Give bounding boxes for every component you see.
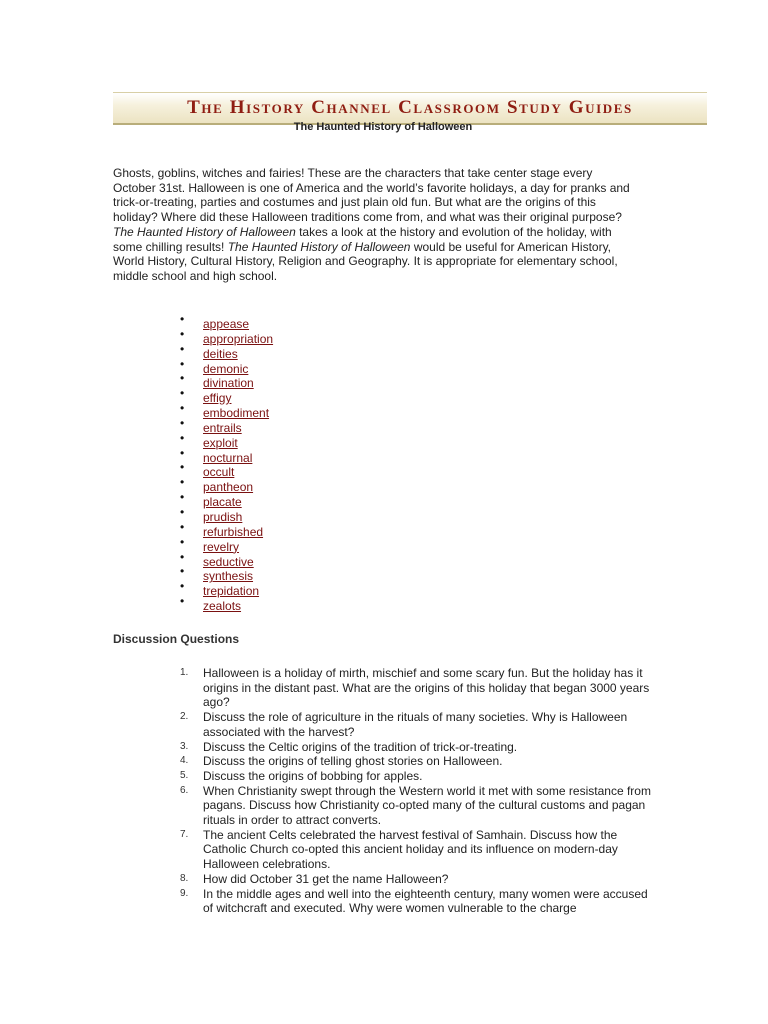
intro-title-2: The Haunted History of Halloween: [227, 239, 411, 254]
question-number: 4.: [180, 755, 189, 767]
vocab-item: [180, 445, 273, 466]
vocab-link[interactable]: entrails: [203, 420, 242, 435]
question-item: [180, 784, 655, 828]
bullet-icon: •: [180, 430, 185, 445]
vocab-link[interactable]: seductive: [203, 554, 254, 569]
vocab-link[interactable]: nocturnal: [203, 450, 253, 465]
vocab-item: [180, 341, 273, 362]
bullet-icon: •: [180, 415, 185, 430]
bullet-icon: •: [180, 326, 185, 341]
question-number: 2.: [180, 711, 189, 723]
vocab-item: [180, 534, 273, 555]
bullet-icon: •: [180, 460, 185, 475]
vocab-item: [180, 519, 273, 540]
bullet-icon: •: [180, 564, 185, 579]
vocab-item: [180, 371, 273, 391]
question-text: Discuss the origins of telling ghost stories on Halloween.: [203, 754, 503, 769]
vocab-item: [180, 415, 273, 436]
vocab-link[interactable]: trepidation: [203, 584, 260, 599]
vocab-link[interactable]: appease: [203, 317, 250, 331]
question-text: Discuss the role of agriculture in the rituals of many societies. Why is Halloween associated with the harvest?: [203, 710, 628, 739]
vocab-link[interactable]: placate: [203, 495, 242, 510]
question-number: 3.: [180, 740, 189, 752]
question-text: Discuss the Celtic origins of the tradition of trick-or-treating.: [203, 739, 518, 754]
bullet-icon: •: [180, 519, 185, 534]
vocab-item: [180, 549, 273, 570]
vocab-link[interactable]: pantheon: [203, 480, 254, 495]
intro-text-1: Ghosts, goblins, witches and fairies! These are the characters that take center stage every October 31st. Halloween is one of America and the world’s favorite holidays, a day for pranks and trick-or-treating, parties and costumes and just plain old fun. But what are the origins of this holiday? Where did these Halloween traditions come from, and what was their original purpose?: [113, 166, 630, 225]
vocab-link[interactable]: exploit: [203, 435, 238, 450]
bullet-icon: •: [180, 312, 185, 326]
question-text: How did October 31 get the name Halloween?: [203, 871, 449, 886]
vocab-item: [180, 326, 274, 347]
bullet-icon: •: [180, 356, 185, 371]
question-number: 7.: [180, 828, 189, 840]
question-item: [180, 710, 655, 739]
bullet-icon: •: [180, 401, 185, 416]
question-text: The ancient Celts celebrated the harvest festival of Samhain. Discuss how the Catholic Church co-opted this ancient holiday and its influence on modern-day Halloween celebrations.: [203, 827, 618, 872]
vocab-item: [180, 356, 273, 377]
question-number: 5.: [180, 769, 189, 781]
intro-text-3: would be useful for American History, World History, Cultural History, Religion and Geography. It is appropriate for elementary school, middle school and high school.: [113, 239, 618, 283]
question-item: [180, 887, 655, 916]
bullet-icon: •: [180, 445, 185, 460]
vocab-item: [180, 490, 273, 510]
vocab-link[interactable]: revelry: [203, 539, 240, 554]
vocab-link[interactable]: demonic: [203, 361, 249, 376]
question-number: 9.: [180, 887, 189, 899]
vocab-link[interactable]: zealots: [203, 599, 242, 614]
intro-text-2: takes a look at the history and evolution of the holiday, with some chilling results!: [113, 224, 612, 254]
bullet-icon: •: [180, 490, 185, 505]
bullet-icon: •: [180, 579, 185, 594]
bullet-icon: •: [180, 549, 185, 564]
vocab-item: [180, 460, 273, 480]
bullet-icon: •: [180, 594, 185, 609]
vocab-item: [180, 386, 273, 406]
vocab-item: [180, 475, 273, 495]
vocab-link[interactable]: synthesis: [203, 569, 254, 584]
vocab-link[interactable]: refurbished: [203, 524, 264, 539]
intro-title-1: The Haunted History of Halloween: [113, 224, 296, 239]
question-item: [180, 769, 655, 784]
vocab-item: [180, 312, 273, 332]
vocab-link[interactable]: prudish: [203, 509, 243, 524]
vocabulary-list: [180, 312, 274, 614]
question-item: [180, 666, 655, 710]
question-item: [180, 872, 655, 887]
question-number: 1.: [180, 667, 189, 678]
vocab-link[interactable]: appropriation: [203, 331, 274, 346]
discussion-heading: Discussion Questions: [113, 632, 240, 646]
bullet-icon: •: [180, 341, 185, 356]
question-text: Discuss the origins of bobbing for apples.: [203, 768, 423, 783]
question-item: [180, 754, 655, 769]
vocab-link[interactable]: divination: [203, 376, 254, 391]
vocab-link[interactable]: embodiment: [203, 406, 270, 421]
question-item: [180, 828, 655, 872]
vocab-link[interactable]: deities: [203, 346, 238, 361]
question-text: In the middle ages and well into the eighteenth century, many women were accused of witchcraft and executed. Why were women vulnerable to the charge: [203, 886, 648, 916]
bullet-icon: •: [180, 386, 185, 401]
question-item: [180, 740, 655, 755]
vocab-item: [180, 594, 273, 614]
bullet-icon: •: [180, 534, 185, 549]
vocab-link[interactable]: occult: [203, 465, 235, 480]
vocab-item: [180, 430, 273, 451]
bullet-icon: •: [180, 504, 185, 519]
vocab-item: [180, 579, 273, 599]
bullet-icon: •: [180, 371, 185, 386]
question-number: 6.: [180, 784, 189, 796]
bullet-icon: •: [180, 475, 185, 490]
vocab-item: [180, 564, 273, 584]
discussion-questions-list: [180, 666, 655, 916]
page-subtitle: The Haunted History of Halloween: [293, 121, 473, 133]
question-text: When Christianity swept through the Western world it met with some resistance from pagans. Discuss how Christianity co-opted many of the cultural customs and pagan rituals in order to attract converts.: [203, 783, 651, 828]
vocab-item: [180, 401, 273, 421]
vocab-link[interactable]: effigy: [203, 391, 232, 406]
banner-title: The History Channel Classroom Study Guides: [187, 97, 633, 118]
intro-paragraph: [113, 166, 638, 284]
question-number: 8.: [180, 872, 189, 884]
question-text: Halloween is a holiday of mirth, mischief and some scary fun. But the holiday has it origins in the distant past. What are the origins of this holiday that began 3000 years ago?: [203, 666, 650, 710]
vocab-item: [180, 504, 273, 525]
